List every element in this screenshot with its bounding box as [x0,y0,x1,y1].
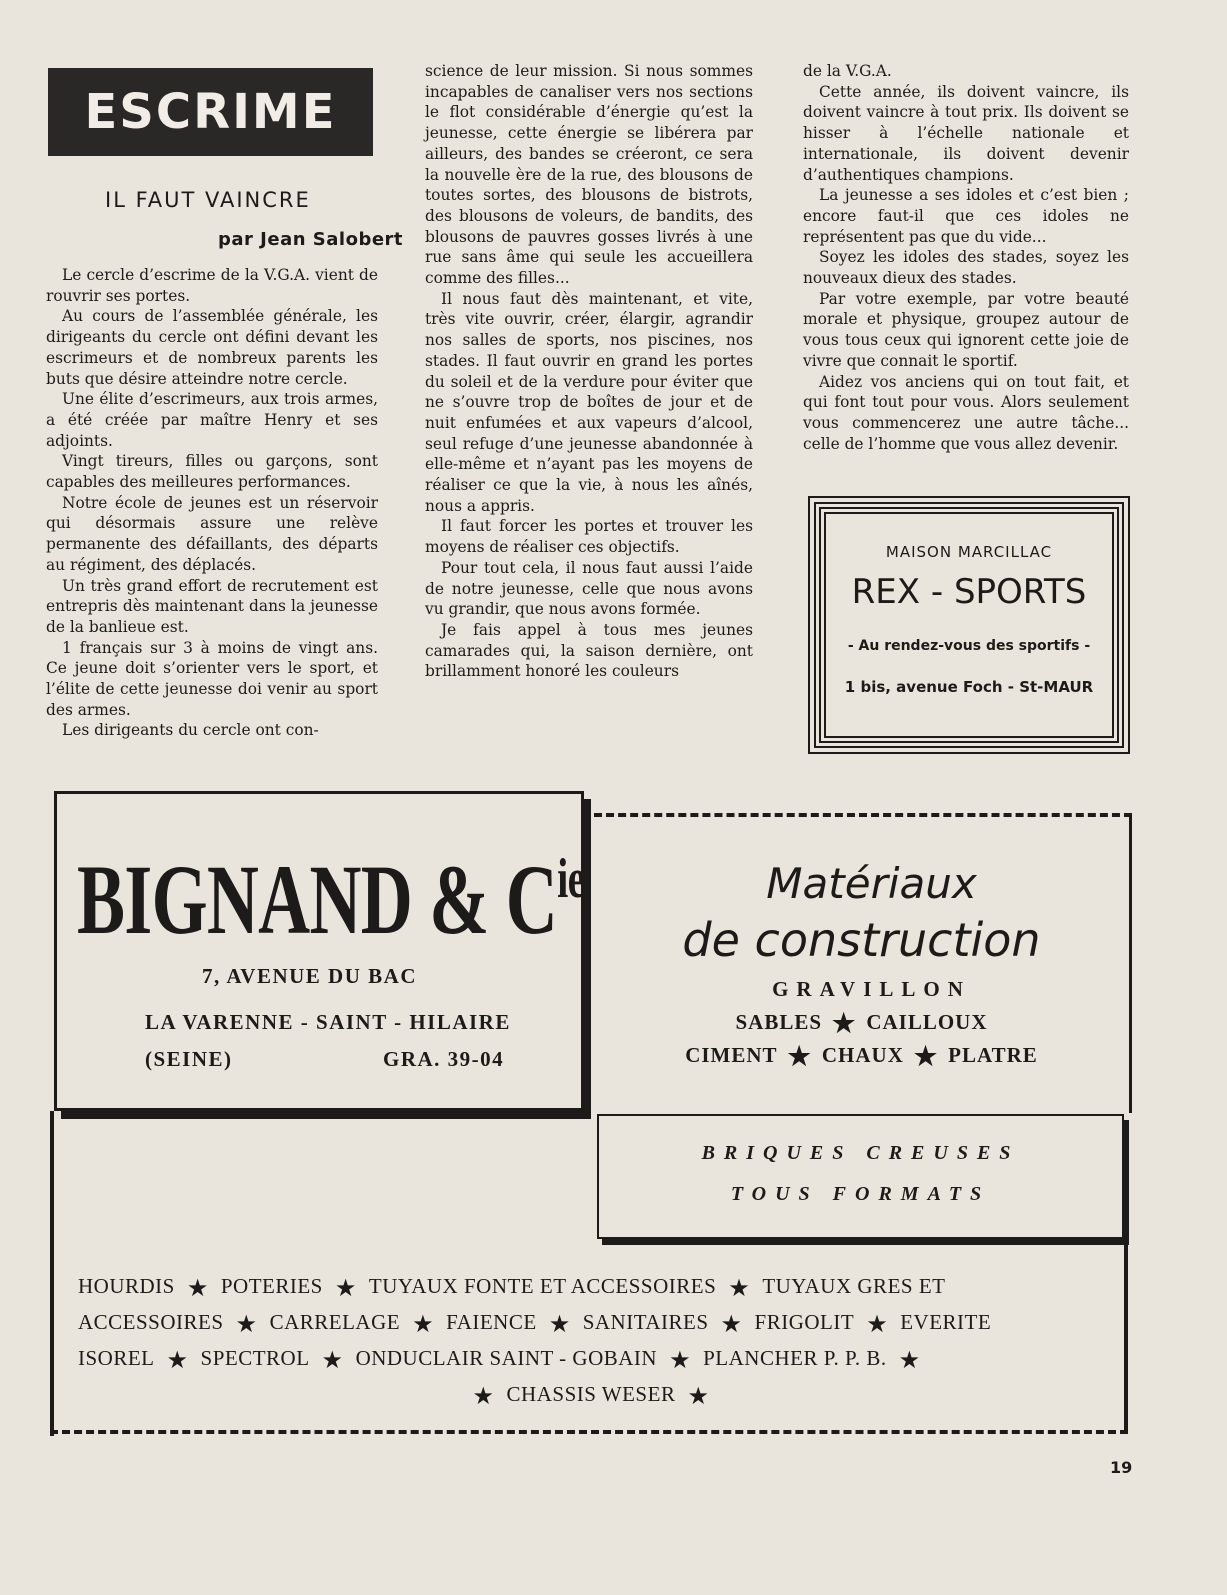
star-icon: ★ [166,1348,189,1374]
paragraph: Cette année, ils doivent vaincre, ils doivent vaincre à tout prix. Ils doivent se hisser à l’échelle nationale et internationale, ils doivent devenir d’authentiques champions. [803,82,1129,184]
bignand-address: 7, AVENUE DU BAC [202,964,417,988]
materiaux-ciment-line [594,1042,1129,1072]
product-item: SANITAIRES [582,1310,709,1334]
product-line-1 [78,1270,1104,1306]
product-item: CARRELAGE [269,1310,401,1334]
star-icon: ★ [687,1384,710,1410]
star-icon: ★ [832,1009,857,1038]
paragraph: 1 français sur 3 à moins de vingt ans. Ce jeune doit s’orienter vers le sport, et l’élite de cette jeunesse doi venir au sport des armes. [46,638,378,719]
star-icon: ★ [235,1312,258,1338]
materiaux-gravillon: GRAVILLON [772,977,971,1001]
product-item: EVERITE [900,1310,992,1334]
briques-line-1: BRIQUES CREUSES [701,1142,1020,1164]
product-list [78,1270,1104,1414]
ad-frame-right-border [1124,1240,1128,1434]
article-column-3 [803,61,1129,454]
paragraph: Le cercle d’escrime de la V.G.A. vient de rouvrir ses portes. [46,266,378,305]
bignand-dept: (SEINE) [145,1047,233,1071]
paragraph: Les dirigeants du cercle ont con- [62,721,319,740]
paragraph: Notre école de jeunes est un réservoir qui désormais assure une relève permanente des défaillants, des départs au régiment, des déplacés. [46,493,378,574]
paragraph: Il faut forcer les portes et trouver les moyens de réaliser ces objectifs. [425,517,753,557]
product-item: HOURDIS [78,1274,175,1298]
product-item: PLANCHER P. P. B. [703,1346,887,1370]
ad-frame-bottom-border [50,1430,1128,1434]
product-line-2 [78,1306,1104,1342]
bignand-ad [54,791,584,1111]
article-title: IL FAUT VAINCRE [105,188,311,212]
bignand-name [77,824,585,955]
product-item: CHASSIS WESER [506,1382,676,1406]
rex-maison: MAISON MARCILLAC [885,543,1053,561]
star-icon: ★ [913,1042,939,1071]
paragraph: Je fais appel à tous mes jeunes camarades qui, la saison dernière, ont brillamment honoré les couleurs [425,620,753,681]
product-item: ACCESSOIRES [78,1310,224,1334]
paragraph: Une élite d’escrimeurs, aux trois armes, a été créée par maître Henry et ses adjoints. [46,390,378,450]
rex-tagline: - Au rendez-vous des sportifs - [847,638,1091,654]
star-icon: ★ [787,1042,812,1071]
star-icon: ★ [412,1312,435,1338]
paragraph: de la V.G.A. [803,62,892,80]
star-icon: ★ [472,1384,495,1410]
paragraph: Soyez les idoles des stades, soyez les nouveaux dieux des stades. [803,248,1129,288]
paragraph: Vingt tireurs, filles ou garçons, sont capables des meilleures performances. [46,452,378,492]
article-column-1 [46,265,378,741]
paragraph: Pour tout cela, il nous faut aussi l’aide de notre jeunesse, celle que nous avons vu grandir, que nous avons formée. [425,558,753,619]
product-item: ONDUCLAIR SAINT - GOBAIN [355,1346,658,1370]
product-item: SPECTROL [200,1346,310,1370]
paragraph: Aidez vos anciens qui on tout fait, et qui font tout pour vous. Alors seulement vous commencerez une autre tâche... celle de l’homme que vous allez devenir. [803,372,1129,453]
rex-address: 1 bis, avenue Foch - St-MAUR [844,678,1094,696]
star-icon: ★ [321,1348,344,1374]
product-item: POTERIES [220,1274,323,1298]
briques-line-2: TOUS FORMATS [730,1183,991,1205]
paragraph: Il nous faut dès maintenant, et vite, très vite ouvrir, créer, élargir, agrandir nos salles de sports, nos piscines, nos stades. Il faut ouvrir en grand les portes du soleil et de la verdure pour éviter que ne s’ouvre trop de boîtes de jour et de nuit enfumées et aux vapeurs d’alcool, seul refuge d’une jeunesse abandonnée à elle-même et n’ayant pas les moyens de réaliser ce que la vie, à nous les aînés, nous a appris. [425,289,753,515]
materiaux-title-1: Matériaux [766,859,977,908]
page-number: 19 [1110,1458,1133,1477]
paragraph: Par votre exemple, par votre beauté morale et physique, groupez autour de vous tous ceux qui ignorent cette joie de vivre que connait le sportif. [803,289,1129,370]
materiaux-chaux: CHAUX [821,1043,904,1067]
star-icon: ★ [186,1276,209,1302]
paragraph: science de leur mission. Si nous sommes incapables de canaliser vers nos sections le flot considérable d’énergie qu’est la jeunesse, cette énergie se libérera par ailleurs, des bandes se créeront, ce sera la nouvelle ère de la rue, des blousons de toutes sortes, des blousons de bistrots, des blousons de voleurs, de bandits, des blousons de pauvres gosses livrés à une rue sans âme qui seule les accueillera comme des filles... [425,62,753,288]
briques-box [597,1114,1124,1239]
product-item: FAIENCE [446,1310,537,1334]
product-item: FRIGOLIT [754,1310,855,1334]
star-icon: ★ [720,1312,743,1338]
bignand-phone: GRA. 39-04 [383,1047,505,1071]
product-line-3 [78,1342,1104,1378]
materiaux-ad [594,813,1132,1113]
rex-sports-ad [808,496,1130,754]
materiaux-ciment: CIMENT [685,1043,778,1067]
article-column-2 [425,61,753,682]
star-icon: ★ [669,1348,692,1374]
bignand-name-text: BIGNAND & C [77,844,558,955]
materiaux-title-2: de construction [682,913,1041,967]
product-line-4 [78,1378,1104,1414]
section-banner: ESCRIME [48,68,373,156]
paragraph: La jeunesse a ses idoles et c’est bien ; encore faut-il que ces idoles ne représentent pas que du vide... [803,186,1129,246]
product-item: ISOREL [78,1346,155,1370]
star-icon: ★ [728,1276,751,1302]
bignand-city: LA VARENNE - SAINT - HILAIRE [145,1010,511,1034]
bignand-name-sup: ie [557,848,585,910]
rex-name: REX - SPORTS [851,572,1087,612]
materiaux-platre: PLATRE [948,1043,1038,1067]
paragraph: Au cours de l’assemblée générale, les dirigeants du cercle ont défini devant les escrimeurs et de nombreux parents les buts que désire atteindre notre cercle. [46,307,378,388]
materiaux-cailloux: CAILLOUX [866,1010,988,1034]
star-icon: ★ [334,1276,357,1302]
materiaux-sables-line [594,1009,1129,1039]
star-icon: ★ [548,1312,571,1338]
star-icon: ★ [898,1348,921,1374]
byline: par Jean Salobert [218,229,404,250]
ad-frame-left-border [50,1111,54,1436]
materiaux-sables: SABLES [735,1010,823,1034]
product-item: TUYAUX GRES ET [762,1274,946,1298]
star-icon: ★ [866,1312,889,1338]
product-item: TUYAUX FONTE ET ACCESSOIRES [368,1274,717,1298]
paragraph: Un très grand effort de recrutement est entrepris dès maintenant dans la jeunesse de la banlieue est. [46,576,378,636]
